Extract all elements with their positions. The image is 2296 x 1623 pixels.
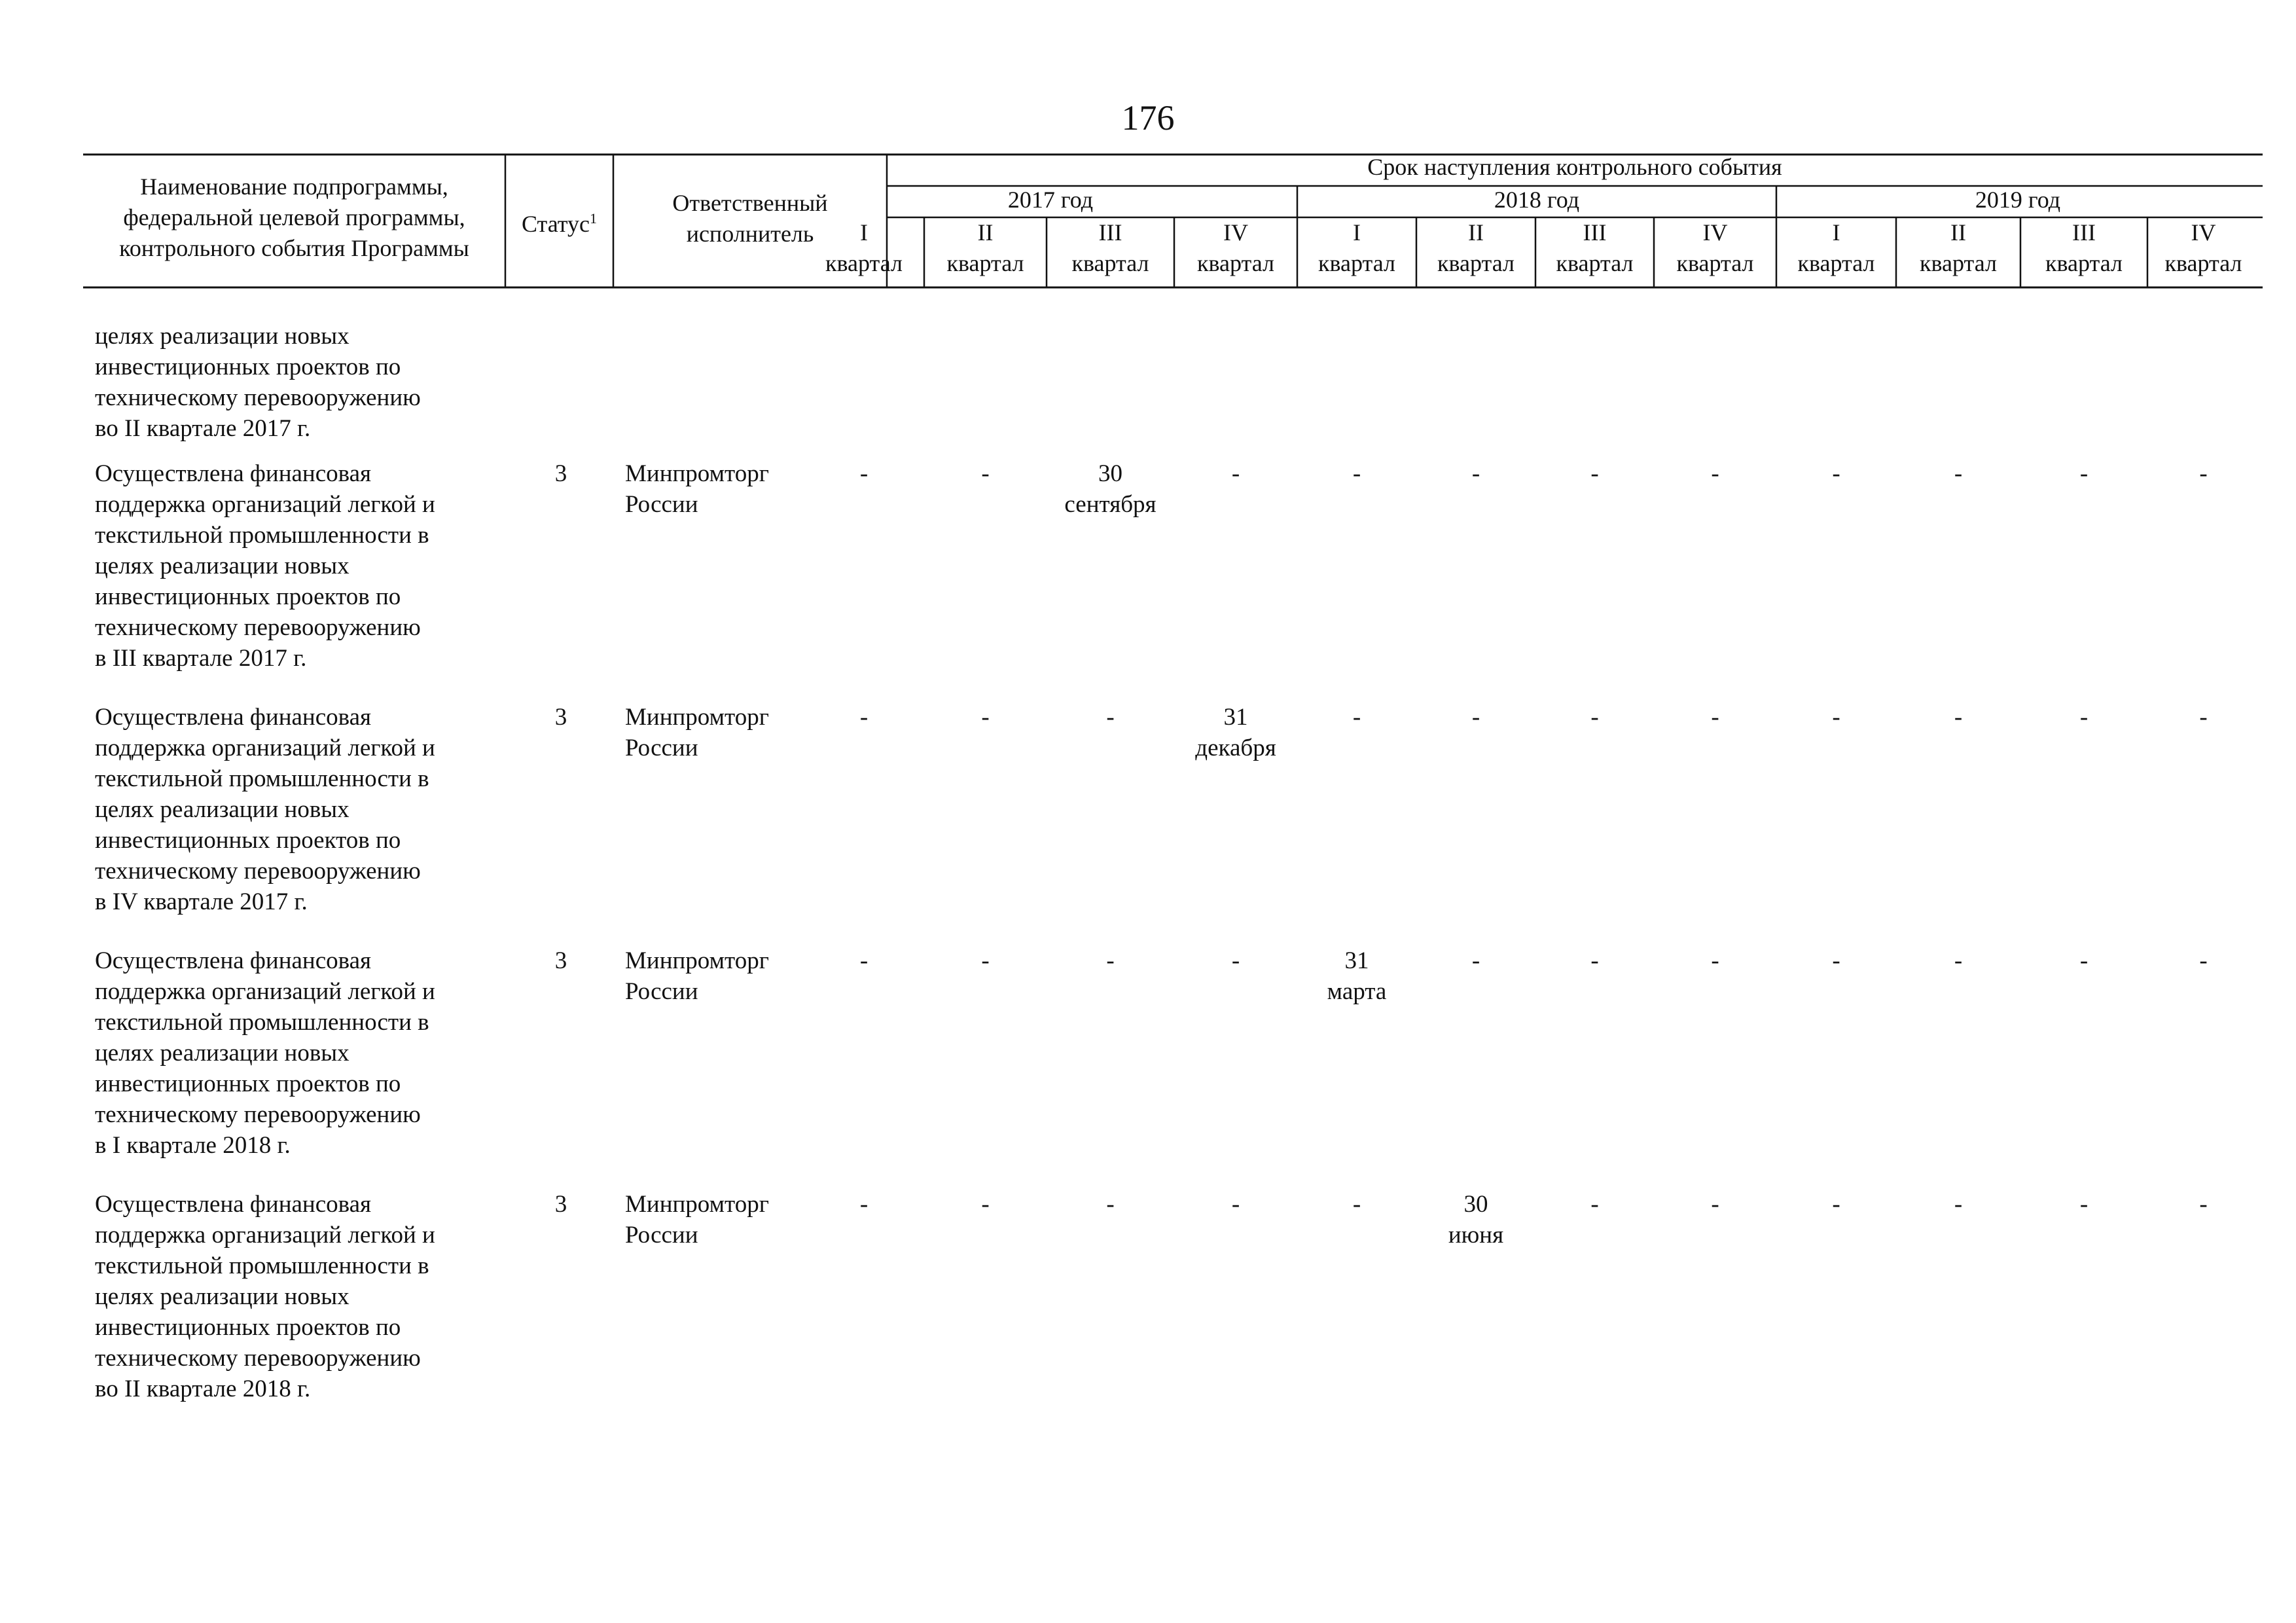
status-value: 3 (554, 947, 567, 974)
event-name (95, 702, 514, 917)
quarter-cell-line: - (2199, 1191, 2208, 1218)
quarter-cell (1896, 945, 2020, 976)
header-quarter-word: квартал (1676, 250, 1754, 276)
header-quarter-numeral: IV (1702, 219, 1728, 246)
quarter-cell-line: - (981, 704, 990, 731)
header-quarter-numeral: III (1583, 219, 1607, 246)
quarter-cell (1654, 702, 1776, 733)
quarter-cell-line: - (1590, 460, 1599, 487)
name-line: целях реализации новых (95, 553, 350, 579)
quarter-cell-line: 31 (1223, 704, 1248, 731)
header-quarter-word: квартал (1797, 250, 1875, 276)
header-executor-line: Ответственный (672, 190, 828, 216)
header-quarter-word: квартал (825, 250, 903, 276)
quarter-cell (2020, 1189, 2147, 1220)
quarter-cell-line: - (859, 460, 869, 487)
quarter-cell (1535, 1189, 1654, 1220)
quarter-cell-line: сентября (1064, 491, 1157, 518)
header-quarter-numeral: IV (1223, 219, 1248, 246)
quarter-cell-line: - (1471, 947, 1480, 974)
quarter-cell (2020, 458, 2147, 489)
quarter-cell-line: - (1471, 704, 1480, 731)
quarter-cell-line: 31 (1344, 947, 1369, 974)
quarter-cell (1174, 1189, 1297, 1220)
quarter-cell-line: - (1106, 947, 1115, 974)
header-name-line: федеральной целевой программы, (123, 204, 465, 230)
header-quarter-numeral: III (1098, 219, 1122, 246)
header-quarter-word: квартал (1920, 250, 1997, 276)
quarter-cell-line: - (1590, 947, 1599, 974)
header-status-label: Статус (522, 211, 590, 237)
continuation-row (83, 321, 2263, 458)
name-line: Осуществлена финансовая (95, 947, 372, 974)
table-body (83, 321, 2263, 1432)
name-line: во II квартале 2017 г. (95, 415, 311, 442)
name-line: целях реализации новых (95, 323, 350, 350)
quarter-cell-line: - (981, 460, 990, 487)
name-line: инвестиционных проектов по (95, 1070, 401, 1097)
name-line: поддержка организаций легкой и (95, 1222, 435, 1249)
header-quarter-numeral: I (860, 219, 868, 246)
quarter-cell (1896, 458, 2020, 489)
quarter-cell-line: - (1711, 947, 1719, 974)
name-line: поддержка организаций легкой и (95, 978, 435, 1005)
continuation-name (95, 321, 514, 444)
quarter-cell-line: - (2199, 460, 2208, 487)
name-line: инвестиционных проектов по (95, 583, 401, 610)
header-quarter-word: квартал (2045, 250, 2123, 276)
quarter-cell-line: 30 (1098, 460, 1122, 487)
quarter-cell (1297, 702, 1416, 733)
quarter-cell (1174, 702, 1297, 763)
executor (625, 1189, 769, 1250)
header-year: 2017 год (1007, 187, 1094, 213)
header-quarter (1174, 217, 1297, 279)
executor-line: Минпромторг (625, 460, 769, 487)
quarter-cell-line: - (1231, 947, 1240, 974)
quarter-cell (1416, 702, 1535, 733)
header-year: 2019 год (1975, 187, 2061, 213)
quarter-cell (1416, 945, 1535, 976)
quarter-cell-line: - (2079, 460, 2089, 487)
name-line: техническому перевооружению (95, 384, 421, 411)
quarter-cell (1896, 702, 2020, 733)
header-quarter (1047, 217, 1174, 279)
header-quarter-word: квартал (1556, 250, 1634, 276)
executor (625, 702, 769, 763)
header-quarter (1297, 217, 1416, 279)
quarter-cell-line: - (1352, 704, 1361, 731)
header-quarter-numeral: III (2072, 219, 2096, 246)
header-quarter-word: квартал (946, 250, 1024, 276)
quarter-cell (1416, 1189, 1535, 1250)
quarter-cell (804, 458, 924, 489)
quarter-cell-line: - (1954, 460, 1963, 487)
name-line: поддержка организаций легкой и (95, 491, 435, 518)
quarter-cell (2020, 702, 2147, 733)
header-quarter-numeral: IV (2191, 219, 2216, 246)
executor-line: России (625, 1222, 698, 1249)
quarter-cell (804, 1189, 924, 1220)
status-value: 3 (554, 704, 567, 731)
page-number: 176 (1121, 98, 1175, 137)
quarter-cell (1174, 458, 1297, 489)
quarter-cell (1535, 458, 1654, 489)
quarter-cell (2147, 1189, 2259, 1220)
name-line: техническому перевооружению (95, 1345, 421, 1372)
quarter-cell-line: - (1590, 704, 1599, 731)
quarter-cell-line: - (2199, 947, 2208, 974)
quarter-cell (1896, 1189, 2020, 1220)
quarter-cell-line: - (1832, 704, 1840, 731)
quarter-cell-line: декабря (1195, 735, 1276, 761)
header-quarter-numeral: I (1353, 219, 1361, 246)
quarter-cell-line: - (1231, 1191, 1240, 1218)
quarter-cell-line: - (2079, 704, 2089, 731)
quarter-cell (2147, 702, 2259, 733)
name-line: инвестиционных проектов по (95, 354, 401, 380)
name-line: текстильной промышленности в (95, 765, 429, 792)
header-quarter (1776, 217, 1896, 279)
header-quarter-numeral: II (1950, 219, 1966, 246)
quarter-cell-line: марта (1327, 978, 1387, 1005)
executor-line: Минпромторг (625, 704, 769, 731)
header-quarter-numeral: I (1832, 219, 1840, 246)
executor (625, 458, 769, 520)
quarter-cell-line: - (1832, 460, 1840, 487)
quarter-cell-line: - (1106, 704, 1115, 731)
quarter-cell-line: - (1832, 1191, 1840, 1218)
status-value: 3 (554, 460, 567, 487)
header-status-footnote: 1 (590, 210, 597, 227)
header-quarter (924, 217, 1047, 279)
quarter-cell (1047, 458, 1174, 520)
executor-line: России (625, 491, 698, 518)
header-quarter-numeral: II (1468, 219, 1484, 246)
event-name (95, 458, 514, 674)
name-line: Осуществлена финансовая (95, 460, 372, 487)
quarter-cell-line: - (859, 704, 869, 731)
executor-line: Минпромторг (625, 1191, 769, 1218)
name-line: инвестиционных проектов по (95, 827, 401, 854)
executor-line: России (625, 978, 698, 1005)
quarter-cell-line: - (859, 1191, 869, 1218)
quarter-cell (1776, 458, 1896, 489)
table-row (83, 702, 2263, 945)
quarter-cell-line: - (859, 947, 869, 974)
quarter-cell (1297, 458, 1416, 489)
executor (625, 945, 769, 1007)
quarter-cell (1776, 945, 1896, 976)
header-quarter-word: квартал (2164, 250, 2242, 276)
header-quarter-word: квартал (1197, 250, 1274, 276)
executor-line: России (625, 735, 698, 761)
name-line: в III квартале 2017 г. (95, 645, 307, 672)
quarter-cell (804, 945, 924, 976)
name-line: в I квартале 2018 г. (95, 1132, 291, 1159)
name-line: Осуществлена финансовая (95, 704, 372, 731)
quarter-cell (1776, 702, 1896, 733)
quarter-cell-line: - (1711, 1191, 1719, 1218)
header-quarter (1416, 217, 1535, 279)
name-line: техническому перевооружению (95, 858, 421, 884)
header-quarter-word: квартал (1071, 250, 1149, 276)
quarter-cell-line: - (981, 947, 990, 974)
quarter-cell-line: - (1711, 704, 1719, 731)
name-line: техническому перевооружению (95, 614, 421, 641)
quarter-cell (1416, 458, 1535, 489)
quarter-cell (2147, 945, 2259, 976)
name-line: в IV квартале 2017 г. (95, 888, 308, 915)
quarter-cell (1654, 1189, 1776, 1220)
name-line: текстильной промышленности в (95, 1252, 429, 1279)
quarter-cell (1174, 945, 1297, 976)
quarter-cell (2020, 945, 2147, 976)
name-line: во II квартале 2018 г. (95, 1376, 311, 1402)
quarter-cell-line: - (1711, 460, 1719, 487)
quarter-cell (1297, 945, 1416, 1007)
name-line: целях реализации новых (95, 1040, 350, 1067)
header-deadline-title: Срок наступления контрольного события (1367, 154, 1782, 180)
event-name (95, 945, 514, 1161)
event-name (95, 1189, 514, 1404)
quarter-cell (924, 945, 1047, 976)
name-line: текстильной промышленности в (95, 522, 429, 549)
quarter-cell-line: - (1590, 1191, 1599, 1218)
quarter-cell-line: - (2199, 704, 2208, 731)
name-line: поддержка организаций легкой и (95, 735, 435, 761)
name-line: целях реализации новых (95, 796, 350, 823)
table-row (83, 458, 2263, 702)
header-quarter-word: квартал (1437, 250, 1515, 276)
quarter-cell-line: - (1954, 1191, 1963, 1218)
header-status-column (505, 203, 613, 240)
header-name-column (83, 172, 505, 264)
quarter-cell (1535, 945, 1654, 976)
header-quarter-numeral: II (977, 219, 994, 246)
executor-line: Минпромторг (625, 947, 769, 974)
header-quarter (2147, 217, 2259, 279)
quarter-cell-line: - (1352, 1191, 1361, 1218)
header-quarter (1654, 217, 1776, 279)
header-quarter-word: квартал (1318, 250, 1395, 276)
header-name-line: контрольного события Программы (119, 235, 469, 261)
quarter-cell (1047, 1189, 1174, 1220)
header-quarter (1535, 217, 1654, 279)
quarter-cell-line: - (2079, 1191, 2089, 1218)
quarter-cell (1535, 702, 1654, 733)
quarter-cell-line: 30 (1463, 1191, 1488, 1218)
quarter-cell (924, 702, 1047, 733)
header-quarter (2020, 217, 2147, 279)
quarter-cell (804, 702, 924, 733)
quarter-cell (1047, 702, 1174, 733)
quarter-cell (1776, 1189, 1896, 1220)
status-value: 3 (554, 1191, 567, 1218)
table-row (83, 1189, 2263, 1432)
quarter-cell-line: - (981, 1191, 990, 1218)
quarter-cell-line: - (1832, 947, 1840, 974)
quarter-cell (1047, 945, 1174, 976)
name-line: техническому перевооружению (95, 1101, 421, 1128)
quarter-cell (2147, 458, 2259, 489)
quarter-cell (924, 1189, 1047, 1220)
quarter-cell (1654, 945, 1776, 976)
quarter-cell (1297, 1189, 1416, 1220)
quarter-cell-line: - (1954, 704, 1963, 731)
header-name-line: Наименование подпрограммы, (140, 173, 448, 200)
name-line: инвестиционных проектов по (95, 1314, 401, 1341)
quarter-cell-line: июня (1448, 1222, 1504, 1249)
quarter-cell (924, 458, 1047, 489)
name-line: текстильной промышленности в (95, 1009, 429, 1036)
quarter-cell (1654, 458, 1776, 489)
quarter-cell-line: - (1954, 947, 1963, 974)
header-quarter (804, 217, 924, 279)
quarter-cell-line: - (1106, 1191, 1115, 1218)
quarter-cell-line: - (2079, 947, 2089, 974)
name-line: Осуществлена финансовая (95, 1191, 372, 1218)
quarter-cell-line: - (1352, 460, 1361, 487)
header-year: 2018 год (1494, 187, 1580, 213)
quarter-cell-line: - (1231, 460, 1240, 487)
header-executor-line: исполнитель (686, 221, 814, 247)
quarter-cell-line: - (1471, 460, 1480, 487)
name-line: целях реализации новых (95, 1283, 350, 1310)
table-row (83, 945, 2263, 1189)
header-quarter (1896, 217, 2020, 279)
